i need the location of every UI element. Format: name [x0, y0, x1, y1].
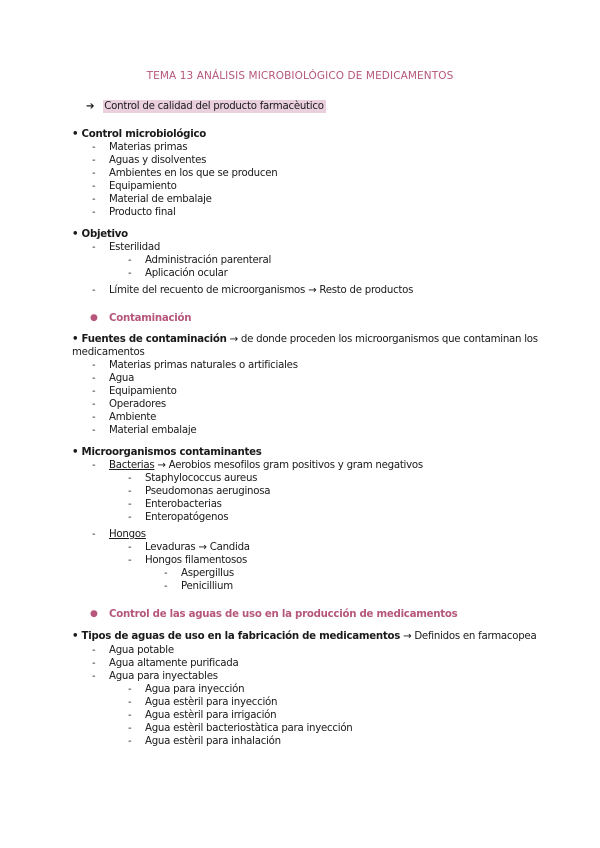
list-item: Pseudomonas aeruginosa	[145, 486, 271, 497]
dash-marker: -	[128, 555, 132, 566]
dash-marker: -	[128, 512, 132, 523]
dash-marker: -	[92, 399, 96, 410]
dash-marker: -	[92, 645, 96, 656]
list-item: Equipamiento	[109, 386, 177, 397]
dash-marker: -	[128, 710, 132, 721]
dash-marker: -	[128, 723, 132, 734]
dash-marker: -	[92, 412, 96, 423]
list-item: Agua estèril bacteriostàtica para inyección	[145, 723, 353, 734]
list-item: Aspergillus	[181, 568, 234, 579]
list-item: Agua estèril para inyección	[145, 697, 278, 708]
dash-marker: -	[128, 542, 132, 553]
dash-marker: -	[128, 473, 132, 484]
dash-marker: -	[92, 285, 96, 296]
list-item: Aguas y disolventes	[109, 155, 207, 166]
dash-marker: -	[92, 142, 96, 153]
list-item: Enterobacterias	[145, 499, 222, 510]
list-item: Material de embalaje	[109, 194, 212, 205]
dash-marker: -	[92, 460, 96, 471]
dash-marker: -	[92, 425, 96, 436]
heading-tipos: • Tipos de aguas de uso en la fabricación de medicamentos	[72, 631, 401, 642]
page-title: TEMA 13 ANÁLISIS MICROBIOLÓGICO DE MEDICAMENTOS	[146, 70, 454, 82]
list-item: Penicillium	[181, 581, 233, 592]
list-item-limite: Límite del recuento de microorganismos → Resto de productos	[109, 285, 414, 296]
dash-marker: -	[164, 568, 168, 579]
list-item: Administración parenteral	[145, 255, 272, 266]
list-item: Ambiente	[109, 412, 157, 423]
list-item: Levaduras → Candida	[145, 542, 250, 553]
dash-marker: -	[128, 736, 132, 747]
list-item: Agua altamente purificada	[109, 658, 239, 669]
dash-marker: -	[128, 499, 132, 510]
bacterias-label: Bacterias	[109, 460, 155, 471]
list-item: Operadores	[109, 399, 166, 410]
fuentes-desc: → de donde proceden los microorganismos que contaminan los	[226, 334, 538, 345]
list-item: Agua	[109, 373, 135, 384]
highlight-text: Control de calidad del producto farmacèutico	[104, 101, 324, 112]
dash-marker: -	[92, 155, 96, 166]
dash-marker: -	[128, 255, 132, 266]
list-item: Hongos filamentosos	[145, 555, 248, 566]
dash-marker: -	[128, 268, 132, 279]
list-item: Materias primas	[109, 142, 188, 153]
section-heading-control-aguas: Control de las aguas de uso en la producción de medicamentos	[109, 609, 458, 620]
list-item: Agua para inyección	[145, 684, 245, 695]
dash-marker: -	[92, 529, 96, 540]
heading-objetivo: • Objetivo	[72, 229, 128, 240]
arrow-icon: ➔	[86, 101, 95, 112]
tipos-desc: → Definidos en farmacopea	[400, 631, 537, 642]
list-item: Equipamiento	[109, 181, 177, 192]
list-item: Materias primas naturales o artificiales	[109, 360, 298, 371]
heading-control-microbiologico: • Control microbiológico	[72, 129, 206, 140]
heading-microorganismos: • Microorganismos contaminantes	[72, 447, 262, 458]
list-item: Material embalaje	[109, 425, 197, 436]
list-item: Producto final	[109, 207, 176, 218]
bacterias-line	[109, 459, 423, 472]
list-item: Aplicación ocular	[145, 268, 228, 279]
dash-marker: -	[128, 697, 132, 708]
dash-marker: -	[128, 486, 132, 497]
hongos-label: Hongos	[109, 529, 146, 540]
bullet-dot-icon: ●	[90, 313, 98, 323]
fuentes-desc-cont: medicamentos	[72, 347, 145, 358]
list-item: Agua estèril para irrigación	[145, 710, 277, 721]
dash-marker: -	[92, 168, 96, 179]
dash-marker: -	[92, 181, 96, 192]
list-item-esterilidad: Esterilidad	[109, 242, 161, 253]
section-heading-contaminacion: Contaminación	[109, 313, 192, 324]
bullet-dot-icon: ●	[90, 609, 98, 619]
dash-marker: -	[128, 684, 132, 695]
dash-marker: -	[92, 242, 96, 253]
dash-marker: -	[92, 386, 96, 397]
list-item: Enteropatógenos	[145, 512, 229, 523]
list-item: Ambientes en los que se producen	[109, 168, 278, 179]
list-item: Agua potable	[109, 645, 174, 656]
dash-marker: -	[92, 360, 96, 371]
highlight-line	[86, 100, 326, 113]
dash-marker: -	[92, 207, 96, 218]
dash-marker: -	[92, 658, 96, 669]
dash-marker: -	[92, 671, 96, 682]
list-item: Staphylococcus aureus	[145, 473, 258, 484]
tipos-line	[72, 630, 536, 643]
list-item: Agua para inyectables	[109, 671, 218, 682]
dash-marker: -	[164, 581, 168, 592]
fuentes-line	[72, 333, 538, 346]
dash-marker: -	[92, 373, 96, 384]
list-item: Agua estèril para inhalación	[145, 736, 281, 747]
dash-marker: -	[92, 194, 96, 205]
heading-fuentes: • Fuentes de contaminación	[72, 334, 227, 345]
bacterias-desc: → Aerobios mesofilos gram positivos y gram negativos	[154, 460, 423, 471]
